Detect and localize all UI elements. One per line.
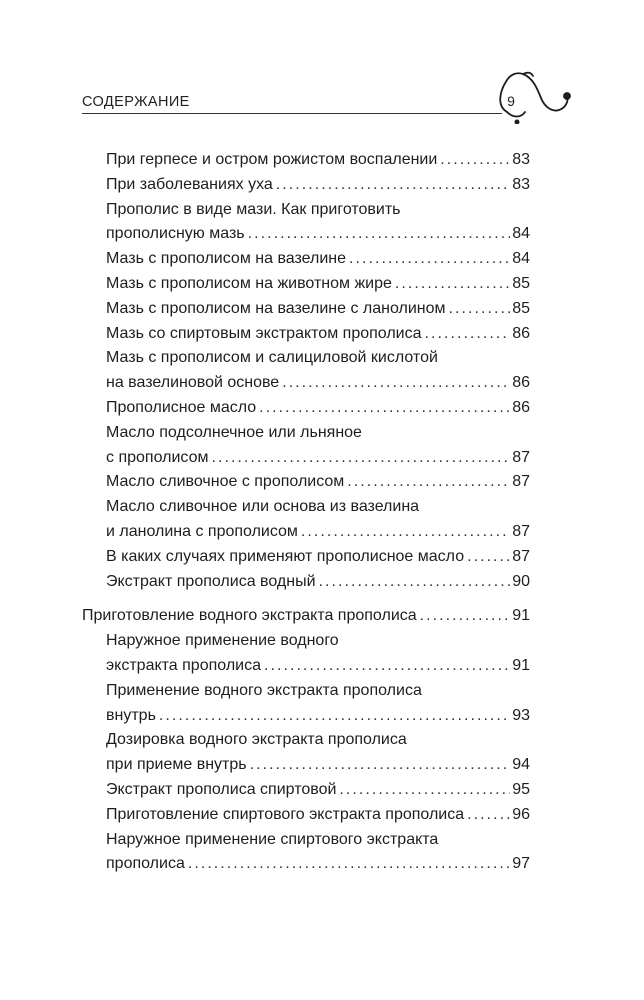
entry-title: и ланолина с прополисом <box>106 522 298 540</box>
toc-entry <box>106 544 530 569</box>
entry-title: Прополисное масло <box>106 399 257 416</box>
dot-leader <box>298 519 510 545</box>
dot-leader <box>185 851 510 877</box>
dot-leader <box>464 544 510 570</box>
entry-page-number: 84 <box>512 250 530 268</box>
dot-leader <box>344 469 510 495</box>
entry-title: Масло сливочное или основа из вазелина <box>106 498 420 516</box>
dot-leader <box>346 246 510 272</box>
toc-entry <box>106 777 530 802</box>
entry-title: Наружное применение водного <box>106 632 339 650</box>
entry-page-number: 86 <box>512 324 530 342</box>
toc-entry <box>106 494 530 544</box>
entry-title: Масло подсолнечное или льняное <box>106 423 362 441</box>
dot-leader <box>392 271 510 297</box>
entry-page-number: 85 <box>512 275 530 292</box>
entry-title: Наружное применение спиртового экстракта <box>106 830 439 848</box>
entry-title: на вазелиновой основе <box>106 374 280 392</box>
dot-leader <box>437 147 510 173</box>
entry-title: Применение водного экстракта прополиса <box>106 681 422 699</box>
entry-page-number: 87 <box>512 547 530 565</box>
entry-page-number: 91 <box>512 607 530 625</box>
entry-page-number: 84 <box>512 225 530 243</box>
entry-title: с прополисом <box>106 448 209 466</box>
entry-page-number: 86 <box>512 399 530 416</box>
entry-title: При герпесе и остром рожистом воспалении <box>106 151 438 168</box>
entry-title: Экстракт прополиса спиртовой <box>106 781 337 798</box>
toc-entry <box>106 628 530 678</box>
toc-entry <box>106 420 530 470</box>
entry-title: Мазь с прополисом на вазелине с ланолином <box>106 299 446 317</box>
dot-leader <box>279 370 510 396</box>
toc-entry <box>106 569 530 594</box>
entry-title: В каких случаях применяют прополисное масло <box>106 547 465 565</box>
toc-entry <box>106 469 530 494</box>
dot-leader <box>422 321 511 347</box>
toc-entry <box>106 271 530 296</box>
entry-title: При заболеваниях уха <box>106 175 273 193</box>
entry-page-number: 83 <box>512 151 530 168</box>
entry-page-number: 83 <box>512 175 530 193</box>
entry-page-number: 95 <box>512 781 530 798</box>
dot-leader <box>273 172 510 198</box>
section-title: СОДЕРЖАНИЕ <box>82 94 190 110</box>
dot-leader <box>417 603 511 629</box>
entry-title: внутрь <box>106 706 156 724</box>
entry-title: Мазь с прополисом на вазелине <box>106 250 347 268</box>
toc-entry <box>106 827 530 877</box>
entry-page-number: 93 <box>512 706 530 724</box>
entry-title: при приеме внутрь <box>106 756 247 774</box>
entry-page-number: 91 <box>512 656 530 674</box>
dot-leader <box>316 569 511 595</box>
entry-page-number: 90 <box>512 572 530 590</box>
toc-entry <box>106 147 530 172</box>
entry-title: прополисную мазь <box>106 225 245 243</box>
toc-entry <box>106 246 530 271</box>
entry-page-number: 87 <box>512 522 530 540</box>
toc-section <box>82 603 530 628</box>
entry-page-number: 94 <box>512 756 530 774</box>
entry-title: Прополис в виде мази. Как приготовить <box>106 200 401 218</box>
dot-leader <box>256 395 510 421</box>
entry-page-number: 97 <box>512 855 530 873</box>
toc-entry <box>106 296 530 321</box>
toc-entry <box>106 395 530 420</box>
dot-leader <box>464 802 510 828</box>
toc-entry <box>106 727 530 777</box>
entry-title: Экстракт прополиса водный <box>106 572 316 590</box>
dot-leader <box>245 221 511 247</box>
entry-title: Приготовление спиртового экстракта прополиса <box>106 805 465 823</box>
toc-entry <box>106 321 530 346</box>
entry-page-number: 86 <box>512 374 530 392</box>
entry-title: прополиса <box>106 855 185 873</box>
entry-page-number: 96 <box>512 805 530 823</box>
entry-title: Мазь с прополисом и салициловой кислотой <box>106 349 438 367</box>
entry-title: Приготовление водного экстракта прополиса <box>82 607 417 625</box>
entry-title: Дозировка водного экстракта прополиса <box>106 731 407 749</box>
entry-page-number: 87 <box>512 473 530 491</box>
page-number: 9 <box>507 93 515 109</box>
dot-leader <box>156 703 510 729</box>
dot-leader <box>336 777 510 803</box>
entry-page-number: 85 <box>512 299 530 317</box>
entry-title: Мазь со спиртовым экстрактом прополиса <box>106 324 422 342</box>
entry-title: экстракта прополиса <box>106 656 261 674</box>
entry-page-number: 87 <box>512 448 530 466</box>
toc-entry <box>106 678 530 728</box>
dot-leader <box>261 653 510 679</box>
dot-leader <box>446 296 511 322</box>
dot-leader <box>247 752 511 778</box>
entry-title: Мазь с прополисом на животном жире <box>106 275 392 292</box>
toc-entry <box>106 802 530 827</box>
entry-title: Масло сливочное с прополисом <box>106 473 345 491</box>
toc-entry <box>106 345 530 395</box>
toc-entry <box>106 172 530 197</box>
toc-entry <box>106 197 530 247</box>
dot-leader <box>208 445 510 471</box>
